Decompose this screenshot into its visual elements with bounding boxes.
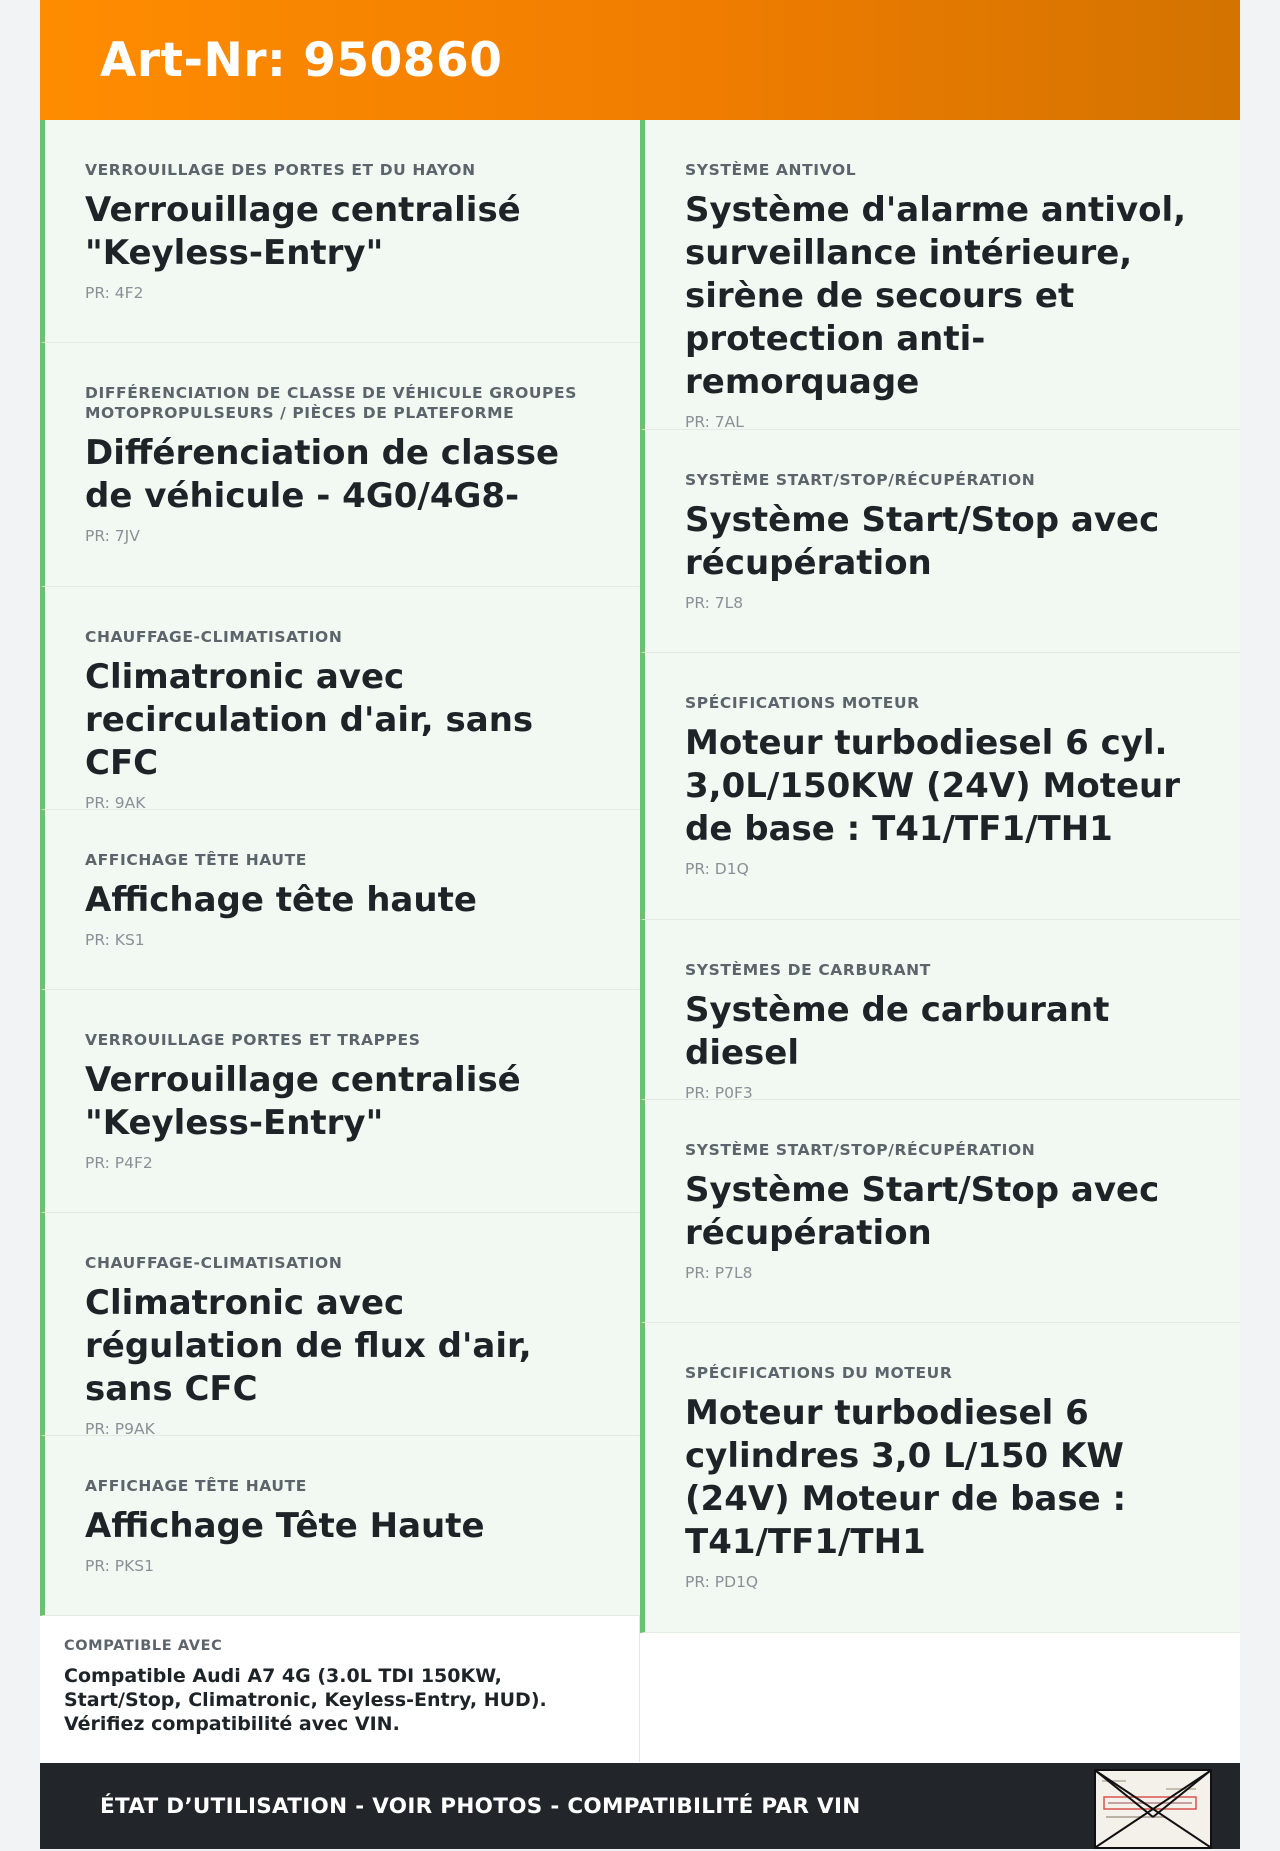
feature-category: SYSTÈME START/STOP/RÉCUPÉRATION [685,471,1036,489]
feature-title: Système d'alarme antivol, surveillance intérieure, sirène de secours et protection anti-remorquage [685,190,1187,402]
feature-pr-code: PR: 7AL [685,413,744,431]
feature-category: VERROUILLAGE DES PORTES ET DU HAYON [85,161,476,179]
feature-category: AFFICHAGE TÊTE HAUTE [85,851,307,869]
feature-pr-code: PR: P9AK [85,1420,155,1438]
feature-card [640,1100,1240,1323]
feature-pr-code: PR: P0F3 [685,1084,753,1102]
feature-title: Système Start/Stop avec récupération [685,1170,1160,1253]
feature-pr-code: PR: P4F2 [85,1154,153,1172]
feature-pr-code: PR: D1Q [685,860,749,878]
feature-title: Climatronic avec recirculation d'air, sans CFC [85,657,534,783]
feature-title: Affichage tête haute [85,880,477,920]
footer-bar [40,1763,1240,1849]
feature-card [640,120,1240,430]
feature-title: Verrouillage centralisé "Keyless-Entry" [85,1060,521,1143]
feature-card [40,1213,640,1436]
feature-title: Système Start/Stop avec récupération [685,500,1160,583]
feature-title: Système de carburant diesel [685,990,1110,1073]
envelope-icon [1096,1771,1210,1847]
feature-title: Affichage Tête Haute [85,1506,485,1546]
feature-card [40,587,640,810]
feature-category: VERROUILLAGE PORTES ET TRAPPES [85,1031,421,1049]
product-sheet [40,0,1240,1849]
left-column [40,120,640,1762]
feature-pr-code: PR: P7L8 [685,1264,753,1282]
feature-category: SPÉCIFICATIONS MOTEUR [685,694,920,712]
feature-category: DIFFÉRENCIATION DE CLASSE DE VÉHICULE GROUPES MOTOPROPULSEURS / PIÈCES DE PLATEFORME [85,384,577,422]
feature-pr-code: PR: 7JV [85,527,140,545]
feature-card [40,343,640,587]
compatibility-text: Compatible Audi A7 4G (3.0L TDI 150KW, Start/Stop, Climatronic, Keyless-Entry, HUD). Vérifiez compatibilité avec VIN. [64,1665,547,1735]
feature-card [640,920,1240,1100]
feature-card [640,1323,1240,1633]
footer-text: ÉTAT D’UTILISATION - VOIR PHOTOS - COMPATIBILITÉ PAR VIN [100,1793,861,1819]
feature-card [40,1436,640,1616]
feature-pr-code: PR: PD1Q [685,1573,759,1591]
compatibility-box [40,1616,640,1762]
feature-category: SYSTÈME ANTIVOL [685,161,857,179]
feature-pr-code: PR: PKS1 [85,1557,155,1575]
feature-pr-code: PR: 7L8 [685,594,744,612]
feature-card [40,810,640,990]
feature-category: CHAUFFAGE-CLIMATISATION [85,1254,343,1272]
feature-pr-code: PR: 4F2 [85,284,144,302]
feature-title: Différenciation de classe de véhicule - 4G0/4G8- [85,433,560,516]
feature-pr-code: PR: 9AK [85,794,146,812]
feature-title: Verrouillage centralisé "Keyless-Entry" [85,190,521,273]
registration-document-thumbnail-icon[interactable] [1094,1769,1212,1849]
feature-card [640,653,1240,920]
compatibility-label: COMPATIBLE AVEC [64,1638,223,1654]
right-column [640,120,1240,1633]
feature-category: CHAUFFAGE-CLIMATISATION [85,628,343,646]
feature-category: SYSTÈME START/STOP/RÉCUPÉRATION [685,1141,1036,1159]
features-grid [40,120,1240,1762]
feature-card [40,120,640,343]
feature-card [640,430,1240,653]
feature-category: AFFICHAGE TÊTE HAUTE [85,1477,307,1495]
feature-category: SPÉCIFICATIONS DU MOTEUR [685,1364,953,1382]
header-bar [40,0,1240,120]
feature-title: Moteur turbodiesel 6 cyl. 3,0L/150KW (24V) Moteur de base : T41/TF1/TH1 [685,723,1180,849]
feature-pr-code: PR: KS1 [85,931,145,949]
feature-title: Climatronic avec régulation de flux d'air, sans CFC [85,1283,532,1409]
feature-category: SYSTÈMES DE CARBURANT [685,961,931,979]
article-number-title: Art-Nr: 950860 [100,32,503,88]
feature-card [40,990,640,1213]
feature-title: Moteur turbodiesel 6 cylindres 3,0 L/150 KW (24V) Moteur de base : T41/TF1/TH1 [685,1393,1127,1562]
